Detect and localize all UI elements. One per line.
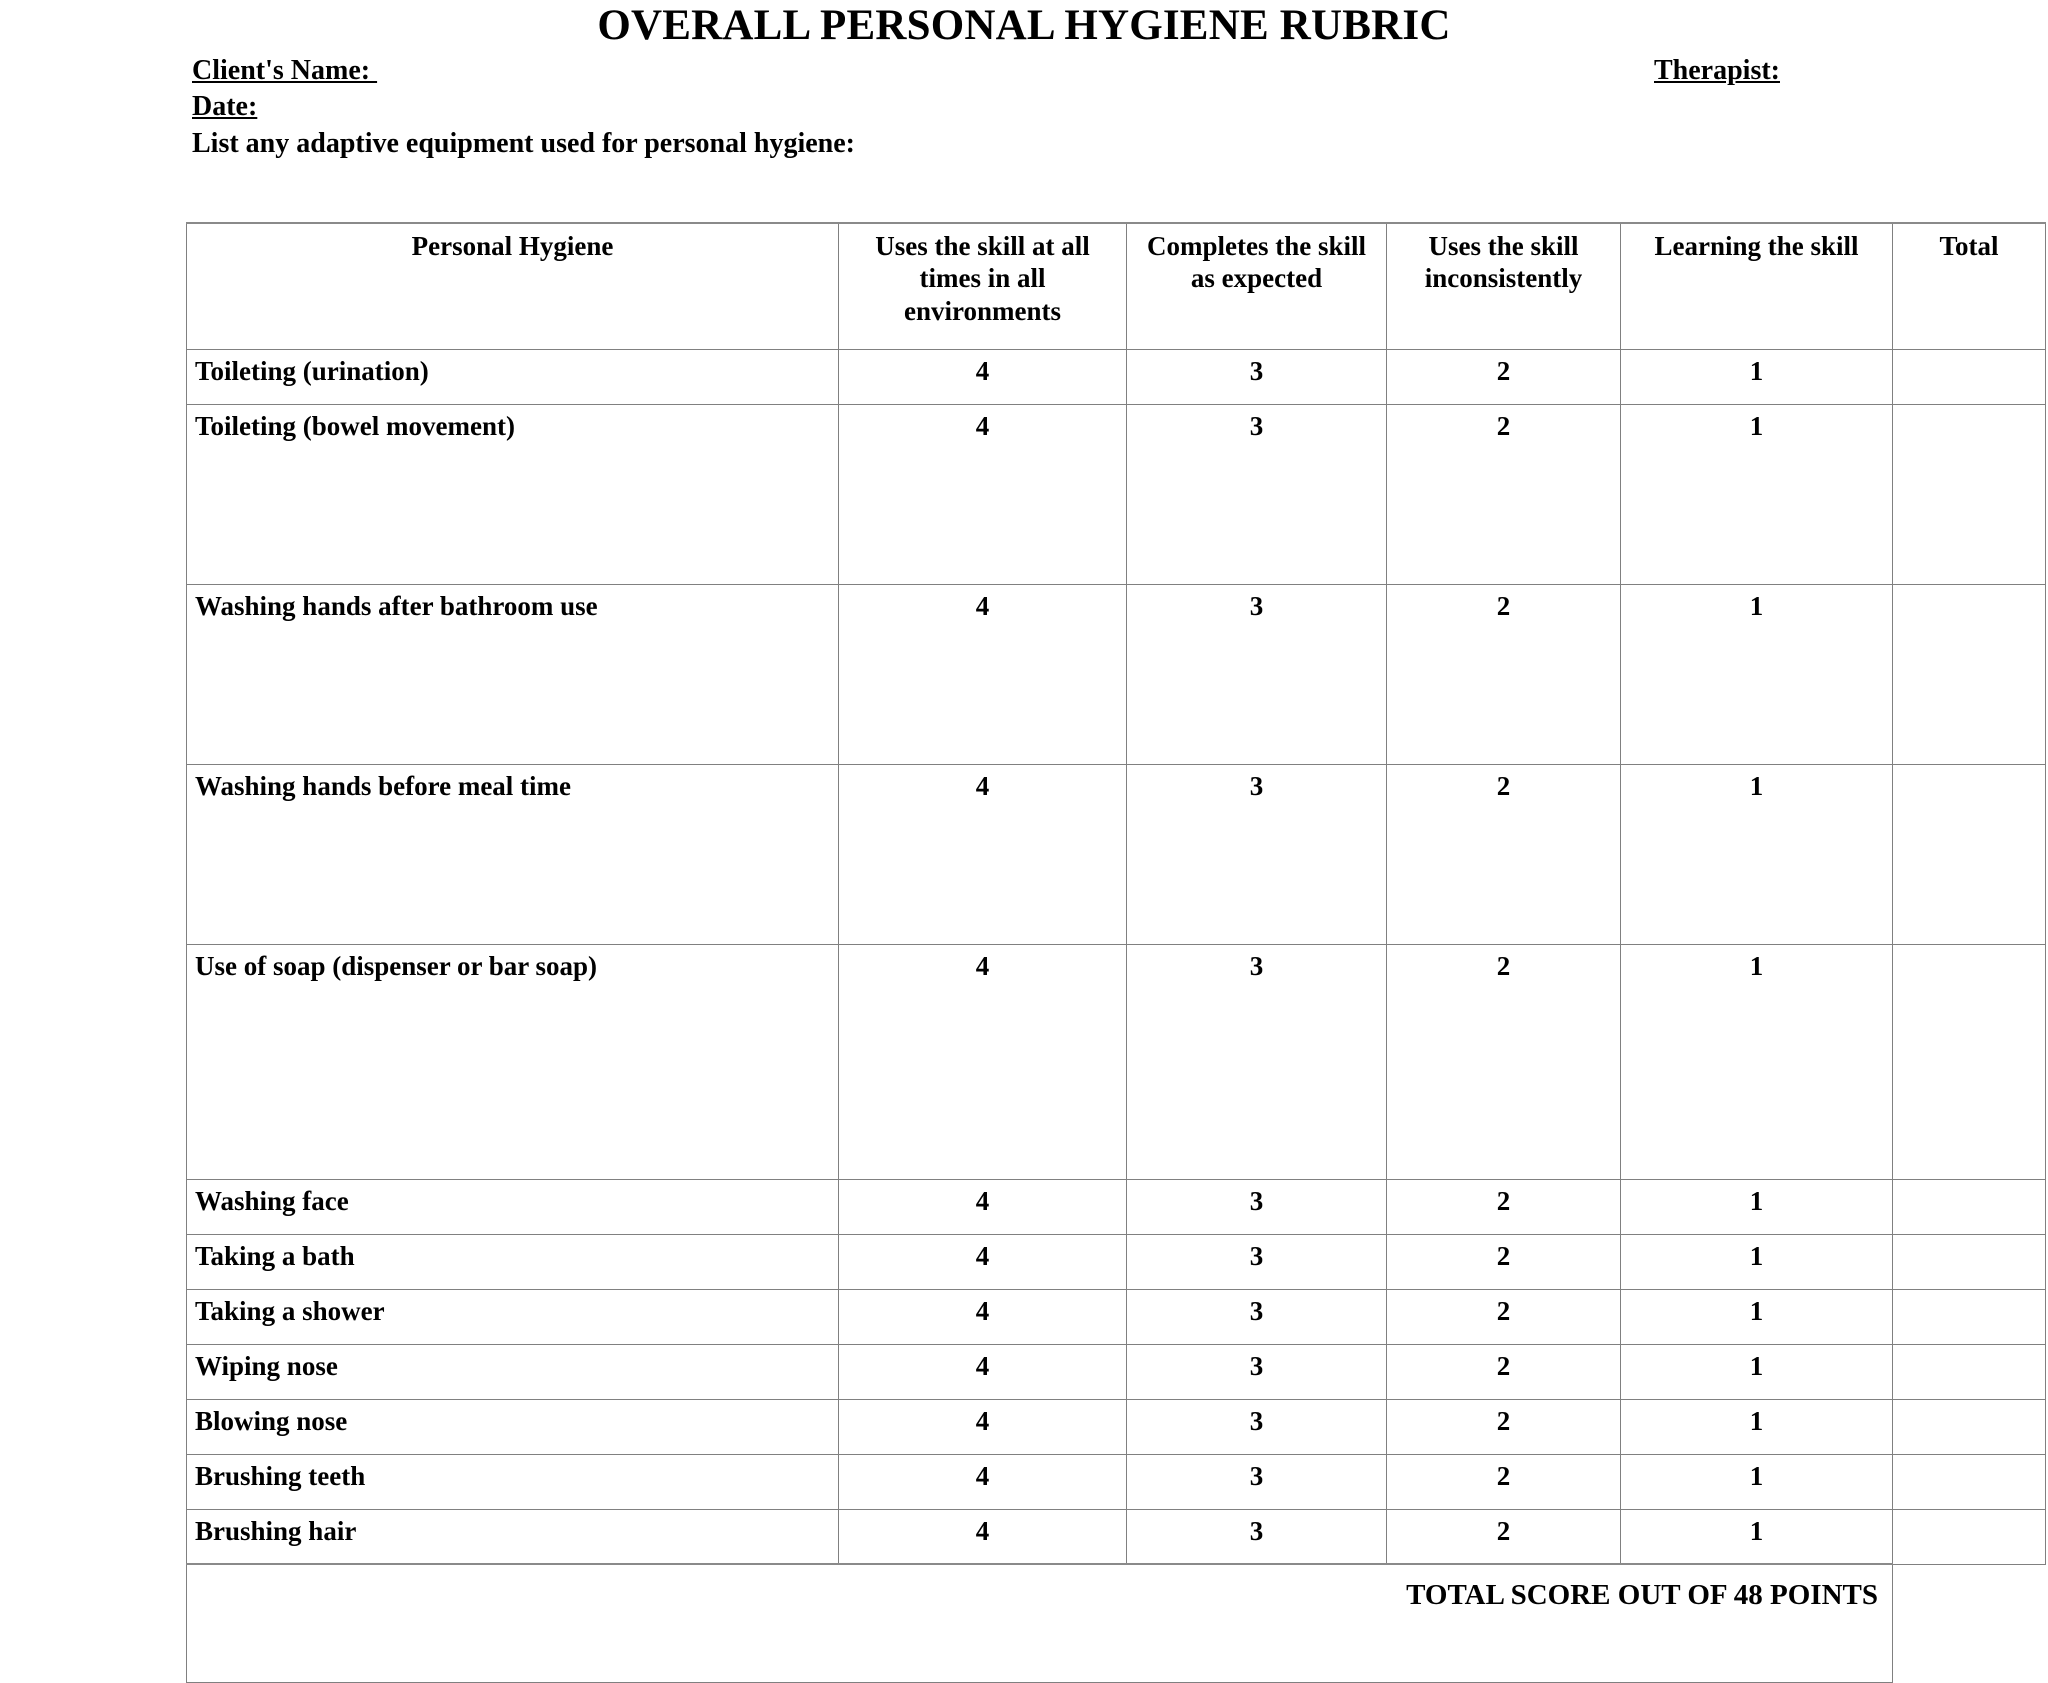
column-header-total: Total	[1893, 223, 2046, 349]
score-cell-2[interactable]: 2	[1387, 1509, 1621, 1564]
score-cell-3[interactable]: 3	[1127, 1399, 1387, 1454]
rubric-table	[186, 222, 2046, 1683]
row-total-cell[interactable]	[1893, 1509, 2046, 1564]
column-header-personal-hygiene: Personal Hygiene	[187, 223, 839, 349]
score-cell-3[interactable]: 3	[1127, 1179, 1387, 1234]
score-cell-4[interactable]: 4	[839, 1399, 1127, 1454]
skill-name-cell: Brushing hair	[187, 1509, 839, 1564]
header-meta-block	[0, 53, 2048, 162]
adaptive-equipment-label: List any adaptive equipment used for personal hygiene:	[192, 127, 855, 159]
table-row	[187, 944, 2046, 1179]
score-cell-2[interactable]: 2	[1387, 764, 1621, 944]
score-cell-3[interactable]: 3	[1127, 1289, 1387, 1344]
client-name-label: Client's Name:	[192, 55, 378, 86]
table-row	[187, 1509, 2046, 1564]
score-cell-4[interactable]: 4	[839, 944, 1127, 1179]
total-score-entry-cell[interactable]	[1893, 1564, 2046, 1682]
score-cell-1[interactable]: 1	[1621, 1234, 1893, 1289]
score-cell-2[interactable]: 2	[1387, 404, 1621, 584]
score-cell-3[interactable]: 3	[1127, 404, 1387, 584]
score-cell-3[interactable]: 3	[1127, 764, 1387, 944]
score-cell-4[interactable]: 4	[839, 349, 1127, 404]
score-cell-3[interactable]: 3	[1127, 349, 1387, 404]
skill-name-cell: Toileting (urination)	[187, 349, 839, 404]
score-cell-4[interactable]: 4	[839, 404, 1127, 584]
score-cell-1[interactable]: 1	[1621, 1344, 1893, 1399]
table-row	[187, 584, 2046, 764]
row-total-cell[interactable]	[1893, 1454, 2046, 1509]
row-total-cell[interactable]	[1893, 764, 2046, 944]
score-cell-1[interactable]: 1	[1621, 1179, 1893, 1234]
row-total-cell[interactable]	[1893, 349, 2046, 404]
score-cell-3[interactable]: 3	[1127, 1454, 1387, 1509]
score-cell-2[interactable]: 2	[1387, 1234, 1621, 1289]
score-cell-1[interactable]: 1	[1621, 1454, 1893, 1509]
row-total-cell[interactable]	[1893, 1289, 2046, 1344]
table-row	[187, 1289, 2046, 1344]
rubric-table-body	[187, 349, 2046, 1564]
meta-row-adaptive-equipment	[192, 126, 1938, 162]
page-title: OVERALL PERSONAL HYGIENE RUBRIC	[597, 2, 1451, 49]
score-cell-3[interactable]: 3	[1127, 1344, 1387, 1399]
score-cell-4[interactable]: 4	[839, 584, 1127, 764]
score-cell-1[interactable]: 1	[1621, 944, 1893, 1179]
table-row	[187, 349, 2046, 404]
row-total-cell[interactable]	[1893, 1344, 2046, 1399]
skill-name-cell: Wiping nose	[187, 1344, 839, 1399]
score-cell-2[interactable]: 2	[1387, 1179, 1621, 1234]
score-cell-1[interactable]: 1	[1621, 1289, 1893, 1344]
score-cell-2[interactable]: 2	[1387, 349, 1621, 404]
table-row	[187, 404, 2046, 584]
score-cell-2[interactable]: 2	[1387, 584, 1621, 764]
meta-row-date	[192, 89, 1938, 125]
row-total-cell[interactable]	[1893, 1399, 2046, 1454]
score-cell-4[interactable]: 4	[839, 1289, 1127, 1344]
score-cell-3[interactable]: 3	[1127, 1234, 1387, 1289]
table-row	[187, 1234, 2046, 1289]
row-total-cell[interactable]	[1893, 1234, 2046, 1289]
score-cell-1[interactable]: 1	[1621, 764, 1893, 944]
score-cell-4[interactable]: 4	[839, 764, 1127, 944]
score-cell-1[interactable]: 1	[1621, 404, 1893, 584]
table-row	[187, 1454, 2046, 1509]
score-cell-1[interactable]: 1	[1621, 1399, 1893, 1454]
table-row	[187, 764, 2046, 944]
score-cell-1[interactable]: 1	[1621, 584, 1893, 764]
skill-name-cell: Blowing nose	[187, 1399, 839, 1454]
meta-row-client-therapist	[192, 53, 1938, 89]
total-score-row	[187, 1564, 2046, 1682]
score-cell-3[interactable]: 3	[1127, 584, 1387, 764]
skill-name-cell: Washing face	[187, 1179, 839, 1234]
score-cell-2[interactable]: 2	[1387, 1289, 1621, 1344]
score-cell-1[interactable]: 1	[1621, 349, 1893, 404]
date-label: Date:	[192, 91, 258, 123]
score-cell-4[interactable]: 4	[839, 1344, 1127, 1399]
skill-name-cell: Toileting (bowel movement)	[187, 404, 839, 584]
row-total-cell[interactable]	[1893, 584, 2046, 764]
score-cell-4[interactable]: 4	[839, 1454, 1127, 1509]
skill-name-cell: Washing hands after bathroom use	[187, 584, 839, 764]
rubric-table-wrap	[186, 222, 2045, 1683]
column-header-uses-skill-inconsistently: Uses the skill inconsistently	[1387, 223, 1621, 349]
score-cell-2[interactable]: 2	[1387, 1344, 1621, 1399]
column-header-uses-skill-all-times: Uses the skill at all times in all environments	[839, 223, 1127, 349]
table-row	[187, 1344, 2046, 1399]
therapist-label: Therapist:	[1654, 55, 1780, 86]
score-cell-2[interactable]: 2	[1387, 944, 1621, 1179]
row-total-cell[interactable]	[1893, 1179, 2046, 1234]
table-header-row	[187, 223, 2046, 349]
row-total-cell[interactable]	[1893, 404, 2046, 584]
score-cell-4[interactable]: 4	[839, 1509, 1127, 1564]
score-cell-4[interactable]: 4	[839, 1179, 1127, 1234]
skill-name-cell: Brushing teeth	[187, 1454, 839, 1509]
score-cell-4[interactable]: 4	[839, 1234, 1127, 1289]
column-header-completes-skill-as-expected: Completes the skill as expected	[1127, 223, 1387, 349]
score-cell-3[interactable]: 3	[1127, 944, 1387, 1179]
score-cell-1[interactable]: 1	[1621, 1509, 1893, 1564]
score-cell-2[interactable]: 2	[1387, 1454, 1621, 1509]
table-row	[187, 1179, 2046, 1234]
score-cell-3[interactable]: 3	[1127, 1509, 1387, 1564]
row-total-cell[interactable]	[1893, 944, 2046, 1179]
skill-name-cell: Use of soap (dispenser or bar soap)	[187, 944, 839, 1179]
skill-name-cell: Washing hands before meal time	[187, 764, 839, 944]
skill-name-cell: Taking a bath	[187, 1234, 839, 1289]
table-row	[187, 1399, 2046, 1454]
column-header-learning-the-skill: Learning the skill	[1621, 223, 1893, 349]
skill-name-cell: Taking a shower	[187, 1289, 839, 1344]
total-score-label: TOTAL SCORE OUT OF 48 POINTS	[187, 1564, 1893, 1682]
score-cell-2[interactable]: 2	[1387, 1399, 1621, 1454]
